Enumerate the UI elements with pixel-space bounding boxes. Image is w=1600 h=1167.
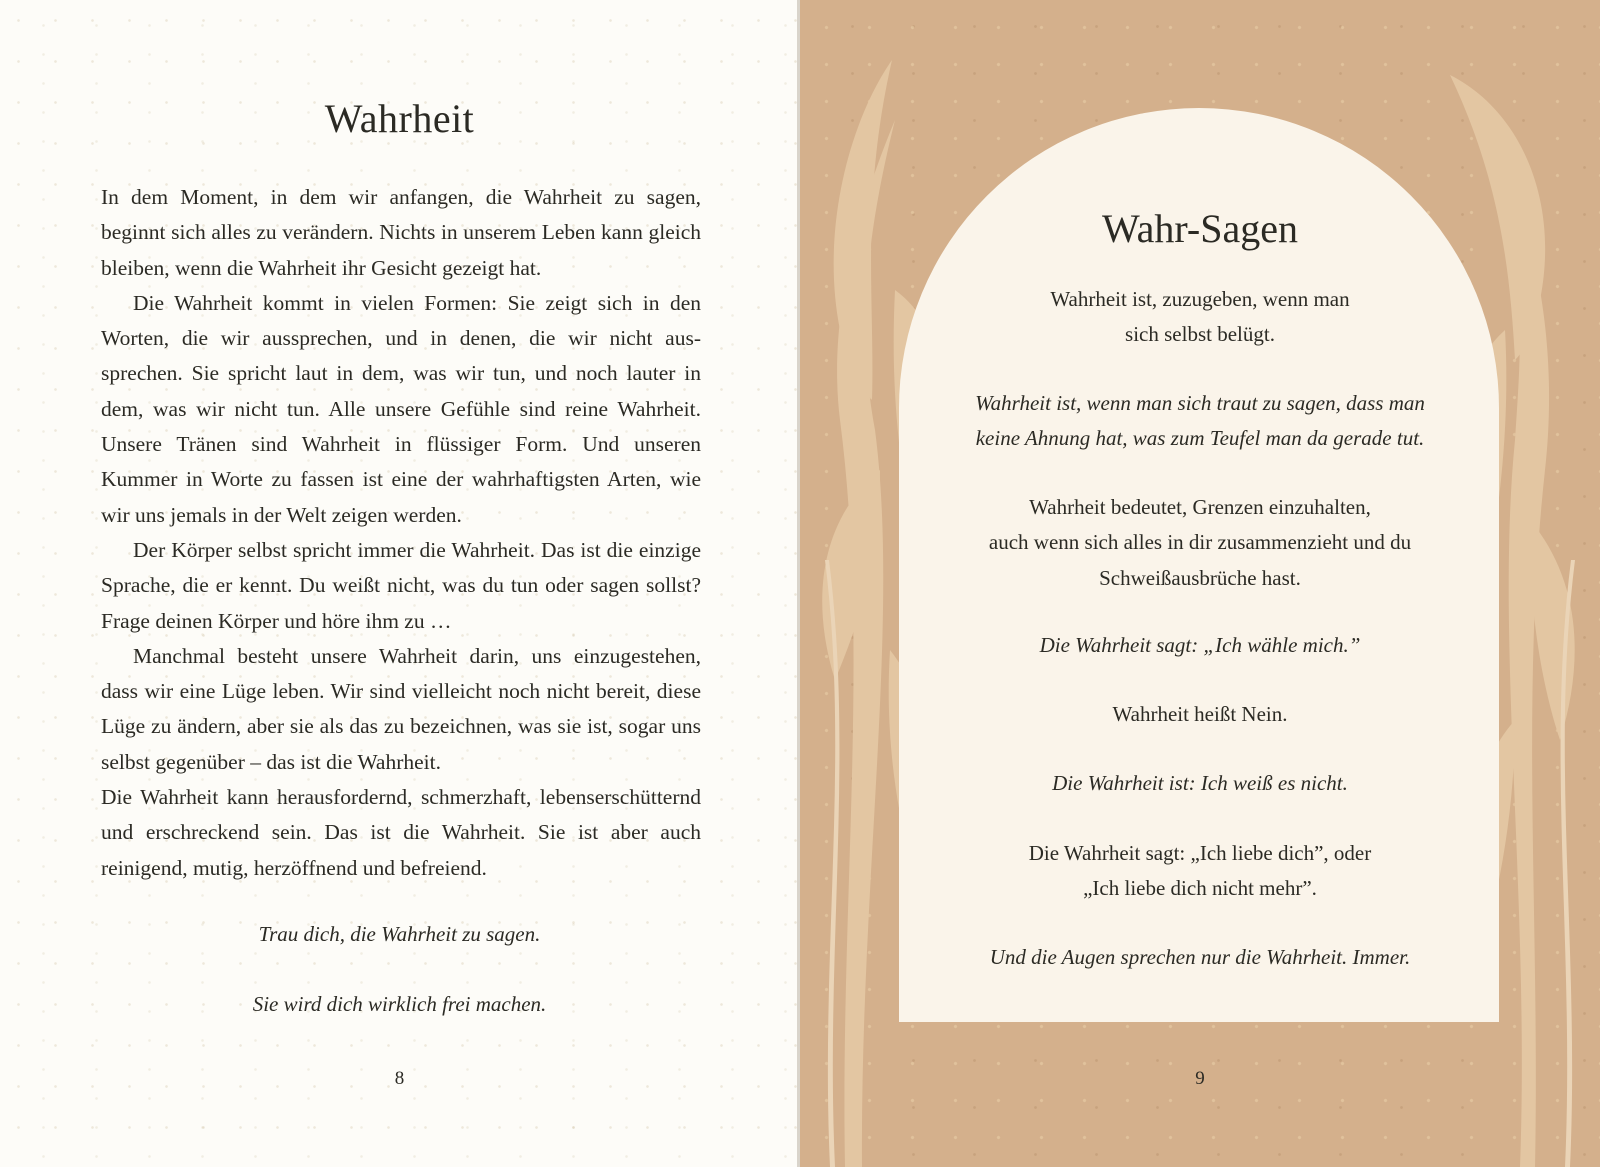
verse-line: Wahrheit bedeutet, Grenzen einzuhalten, (1029, 495, 1371, 519)
verse-line: Wahrheit heißt Nein. (1112, 702, 1288, 726)
verse-line: Die Wahrheit ist: Ich weiß es nicht. (1052, 771, 1348, 795)
closing-line-2: Sie wird dich wirklich frei machen. (252, 992, 547, 1016)
verse-1 (900, 282, 1500, 353)
verse-6 (900, 766, 1500, 801)
verse-line: Wahrheit ist, zuzugeben, wenn man (1050, 287, 1350, 311)
verse-line: keine Ahnung hat, was zum Teufel man da gerade tut. (975, 426, 1425, 451)
verse-5 (900, 697, 1500, 732)
verse-4 (900, 628, 1500, 663)
closing-line-1: Trau dich, die Wahrheit zu sagen. (258, 922, 541, 946)
verse-line: Wahrheit ist, wenn man sich traut zu sagen, dass man (975, 391, 1425, 415)
verse-2 (900, 386, 1500, 457)
verse-7 (900, 836, 1500, 907)
right-page-title: Wahr-Sagen (1102, 206, 1298, 251)
verse-line: Schweißausbrüche hast. (1099, 565, 1301, 590)
paragraph-4: Manchmal besteht unsere Wahrheit darin, uns einzugestehen, dass wir eine Lüge leben. Wir sind vielleicht noch nicht bereit, diese Lüge zu ändern, aber sie als das zu bezeichnen, was sie ist, sogar uns selbst gegenüber – das ist die Wahrheit. (101, 643, 701, 774)
page-number-right: 9 (1195, 1068, 1205, 1089)
verse-line: Die Wahrheit sagt: „Ich wähle mich.” (1039, 633, 1361, 657)
page-number-left: 8 (394, 1068, 405, 1089)
verse-line: auch wenn sich alles in dir zusammenzieht und du (988, 530, 1412, 555)
paragraph-1: In dem Moment, in dem wir anfangen, die Wahrheit zu sagen, beginnt sich alles zu verändern. Nichts in unserem Leben kann gleich bleiben, wenn die Wahrheit ihr Gesicht gezeigt hat. (101, 185, 701, 280)
left-page (0, 0, 799, 1167)
verse-8 (900, 940, 1500, 975)
verse-3 (900, 490, 1500, 596)
paragraph-2: Die Wahrheit kommt in vielen Formen: Sie zeigt sich in den Worten, die wir aussprechen, und in denen, die wir nicht aussprechen. Sie spricht laut in dem, was wir tun, und noch lauter in dem, was wir nicht tun. Alle unsere Gefühle sind reine Wahrheit. Unsere Tränen sind Wahrheit in flüssiger Form. Und unseren Kummer in Worte zu fassen ist eine der wahrhaftigsten Arten, wie wir uns jemals in der Welt zeigen werden. (101, 290, 701, 527)
left-page-title: Wahrheit (324, 96, 475, 141)
paragraph-5: Die Wahrheit kann herausfordernd, schmerzhaft, lebenserschütternd und erschreckend sein. Das ist die Wahrheit. Sie ist aber auch reinigend, mutig, herzöffnend und befreiend. (101, 785, 701, 880)
verse-line: Und die Augen sprechen nur die Wahrheit. Immer. (989, 945, 1411, 969)
body-text (101, 180, 701, 886)
verse-line: Die Wahrheit sagt: „Ich liebe dich”, oder (1028, 841, 1372, 865)
verse-line: „Ich liebe dich nicht mehr”. (1083, 876, 1317, 901)
verse-line: sich selbst belügt. (1125, 322, 1275, 347)
paragraph-3: Der Körper selbst spricht immer die Wahrheit. Das ist die einzige Sprache, die er kennt. Du weißt nicht, was du tun oder sagen sollst? Frage deinen Körper und höre ihm zu … (101, 537, 701, 633)
right-page (800, 0, 1600, 1167)
